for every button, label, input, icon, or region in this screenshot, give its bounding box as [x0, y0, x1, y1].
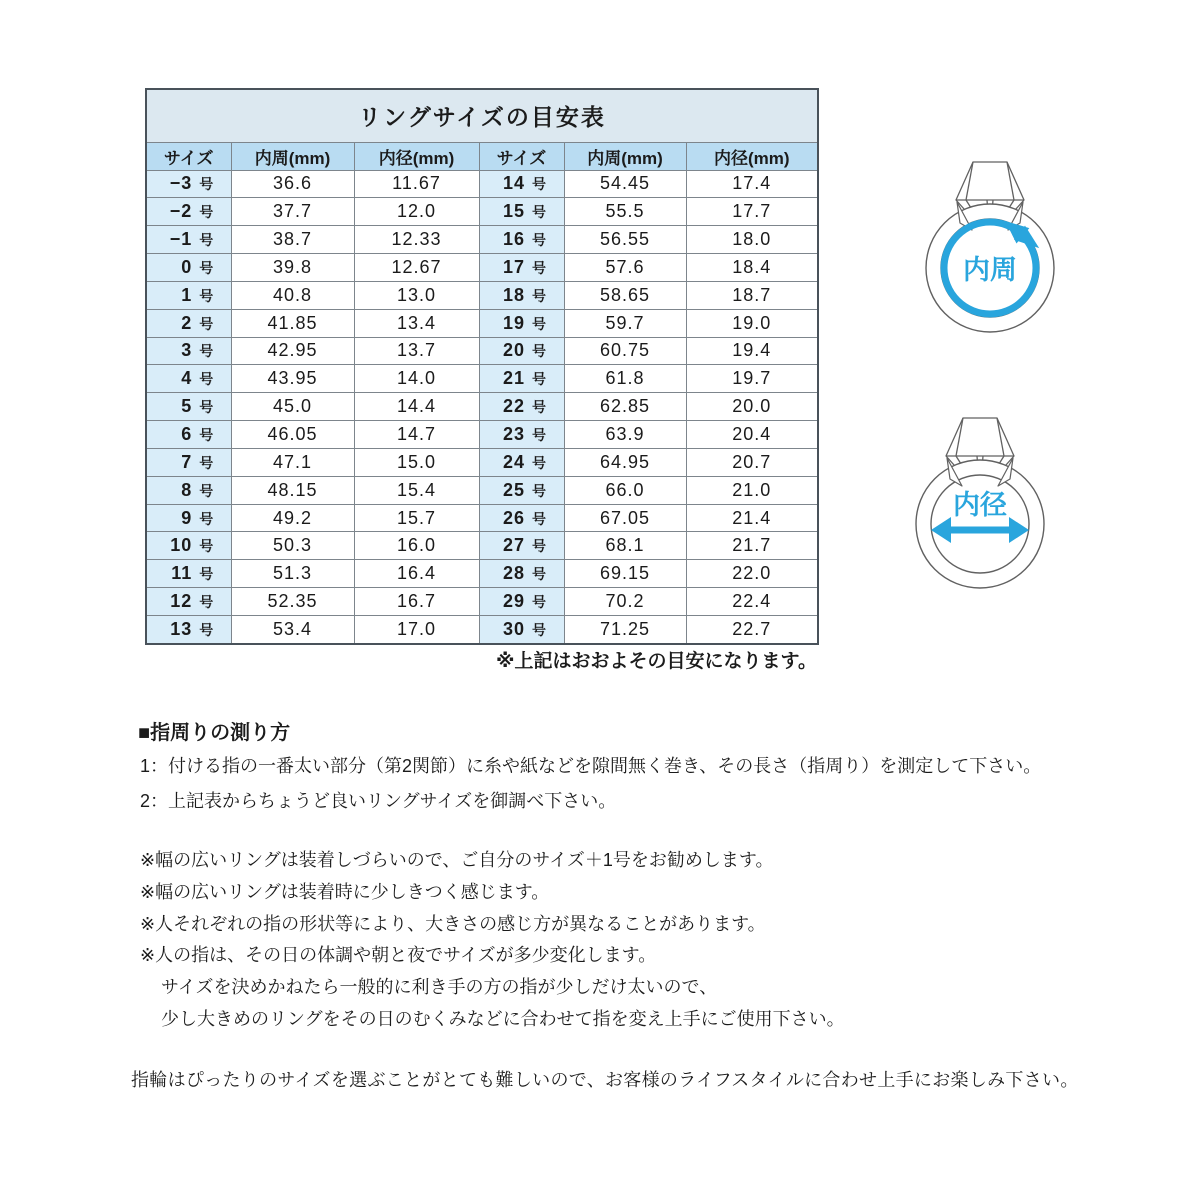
size-cell: 23 号 — [479, 421, 564, 449]
size-cell: 3 号 — [146, 337, 231, 365]
measuring-step-2: 2：上記表からちょうど良いリングサイズを御調べ下さい。 — [140, 791, 617, 811]
inner-circumference-cell: 63.9 — [564, 421, 686, 449]
inner-circumference-cell: 37.7 — [231, 198, 354, 226]
table-row — [146, 309, 818, 337]
table-row — [146, 337, 818, 365]
size-cell: 15 号 — [479, 198, 564, 226]
size-cell: 10 号 — [146, 532, 231, 560]
inner-diameter-cell: 14.4 — [354, 393, 479, 421]
column-header: 内周(mm) — [231, 142, 354, 170]
table-row — [146, 226, 818, 254]
inner-diameter-cell: 12.33 — [354, 226, 479, 254]
size-cell: 6 号 — [146, 421, 231, 449]
table-row — [146, 476, 818, 504]
note-line: ※人それぞれの指の形状等により、大きさの感じ方が異なることがあります。 — [140, 913, 766, 934]
inner-diameter-cell: 13.4 — [354, 309, 479, 337]
inner-circumference-cell: 51.3 — [231, 560, 354, 588]
size-cell: 30 号 — [479, 616, 564, 645]
inner-circumference-cell: 52.35 — [231, 588, 354, 616]
size-cell: 24 号 — [479, 448, 564, 476]
size-cell: 14 号 — [479, 170, 564, 198]
table-row — [146, 281, 818, 309]
column-header: サイズ — [479, 142, 564, 170]
inner-diameter-cell: 21.0 — [686, 476, 818, 504]
inner-circumference-cell: 46.05 — [231, 421, 354, 449]
size-cell: 0 号 — [146, 254, 231, 282]
inner-diameter-cell: 16.0 — [354, 532, 479, 560]
inner-diameter-cell: 16.7 — [354, 588, 479, 616]
inner-circumference-cell: 36.6 — [231, 170, 354, 198]
inner-circumference-cell: 47.1 — [231, 448, 354, 476]
inner-diameter-cell: 14.0 — [354, 365, 479, 393]
size-cell: 7 号 — [146, 448, 231, 476]
note-line: サイズを決めかねたら一般的に利き手の方の指が少しだけ太いので、 — [161, 977, 718, 998]
size-cell: −3 号 — [146, 170, 231, 198]
measuring-steps — [140, 751, 1041, 821]
inner-diameter-cell: 21.4 — [686, 504, 818, 532]
column-header: 内径(mm) — [354, 142, 479, 170]
inner-diameter-cell: 13.7 — [354, 337, 479, 365]
table-row — [146, 504, 818, 532]
column-header: 内径(mm) — [686, 142, 818, 170]
size-cell: 12 号 — [146, 588, 231, 616]
inner-diameter-cell: 19.4 — [686, 337, 818, 365]
inner-circumference-cell: 66.0 — [564, 476, 686, 504]
inner-circumference-cell: 48.15 — [231, 476, 354, 504]
inner-diameter-cell: 17.4 — [686, 170, 818, 198]
inner-circumference-cell: 54.45 — [564, 170, 686, 198]
inner-diameter-label: 内径 — [953, 490, 1007, 520]
inner-diameter-cell: 15.4 — [354, 476, 479, 504]
inner-circumference-cell: 58.65 — [564, 281, 686, 309]
inner-diameter-cell: 15.7 — [354, 504, 479, 532]
size-cell: 29 号 — [479, 588, 564, 616]
size-cell: 2 号 — [146, 309, 231, 337]
inner-circumference-cell: 45.0 — [231, 393, 354, 421]
inner-circumference-cell: 67.05 — [564, 504, 686, 532]
inner-diameter-cell: 19.7 — [686, 365, 818, 393]
inner-diameter-cell: 21.7 — [686, 532, 818, 560]
inner-diameter-diagram — [905, 408, 1055, 608]
inner-circumference-cell: 70.2 — [564, 588, 686, 616]
table-row — [146, 616, 818, 645]
table-note: ※上記はおおよその目安になります。 — [496, 651, 817, 672]
inner-circumference-cell: 57.6 — [564, 254, 686, 282]
table-row — [146, 365, 818, 393]
footer-message: 指輪はぴったりのサイズを選ぶことがとても難しいので、お客様のライフスタイルに合わせ上手にお楽しみ下さい。 — [131, 1070, 1079, 1090]
inner-circumference-cell: 62.85 — [564, 393, 686, 421]
size-cell: 9 号 — [146, 504, 231, 532]
size-cell: 26 号 — [479, 504, 564, 532]
note-line: ※幅の広いリングは装着時に少しきつく感じます。 — [140, 881, 550, 902]
inner-circumference-cell: 68.1 — [564, 532, 686, 560]
table-header-row — [146, 142, 818, 170]
inner-circumference-cell: 71.25 — [564, 616, 686, 645]
table-row — [146, 170, 818, 198]
inner-diameter-cell: 15.0 — [354, 448, 479, 476]
size-cell: 4 号 — [146, 365, 231, 393]
inner-circumference-cell: 69.15 — [564, 560, 686, 588]
size-cell: 20 号 — [479, 337, 564, 365]
inner-circumference-cell: 49.2 — [231, 504, 354, 532]
note-line: ※人の指は、その日の体調や朝と夜でサイズが多少変化します。 — [140, 945, 657, 966]
inner-circumference-cell: 39.8 — [231, 254, 354, 282]
size-cell: 17 号 — [479, 254, 564, 282]
size-cell: 22 号 — [479, 393, 564, 421]
inner-diameter-cell: 18.0 — [686, 226, 818, 254]
table-row — [146, 560, 818, 588]
inner-diameter-cell: 11.67 — [354, 170, 479, 198]
size-cell: 28 号 — [479, 560, 564, 588]
size-cell: 19 号 — [479, 309, 564, 337]
measuring-step-1: 1：付ける指の一番太い部分（第2関節）に糸や紙などを隙間無く巻き、その長さ（指周り）を測定して下さい。 — [140, 756, 1042, 776]
table-row — [146, 254, 818, 282]
inner-diameter-cell: 20.4 — [686, 421, 818, 449]
inner-circumference-cell: 40.8 — [231, 281, 354, 309]
inner-diameter-cell: 17.0 — [354, 616, 479, 645]
inner-circumference-cell: 61.8 — [564, 365, 686, 393]
inner-diameter-cell: 13.0 — [354, 281, 479, 309]
inner-circumference-label: 内周 — [963, 255, 1017, 285]
ring-band — [916, 460, 1044, 588]
table-row — [146, 588, 818, 616]
size-cell: 8 号 — [146, 476, 231, 504]
table-body — [146, 170, 818, 644]
size-cell: −2 号 — [146, 198, 231, 226]
size-cell: 5 号 — [146, 393, 231, 421]
inner-circumference-cell: 53.4 — [231, 616, 354, 645]
size-cell: 27 号 — [479, 532, 564, 560]
size-cell: 11 号 — [146, 560, 231, 588]
size-cell: −1 号 — [146, 226, 231, 254]
table-row — [146, 448, 818, 476]
inner-diameter-cell: 12.67 — [354, 254, 479, 282]
caution-notes — [140, 845, 845, 1036]
inner-circumference-cell: 50.3 — [231, 532, 354, 560]
inner-circumference-cell: 43.95 — [231, 365, 354, 393]
size-cell: 21 号 — [479, 365, 564, 393]
note-line: 少し大きめのリングをその日のむくみなどに合わせて指を変え上手にご使用下さい。 — [161, 1008, 845, 1029]
table-title-row — [146, 89, 818, 142]
table-row — [146, 532, 818, 560]
inner-circumference-cell: 56.55 — [564, 226, 686, 254]
size-cell: 25 号 — [479, 476, 564, 504]
ring-size-table — [145, 88, 819, 645]
inner-diameter-cell: 18.7 — [686, 281, 818, 309]
table-title: リングサイズの目安表 — [146, 89, 818, 142]
inner-diameter-cell: 18.4 — [686, 254, 818, 282]
note-line: ※幅の広いリングは装着しづらいので、ご自分のサイズ＋1号をお勧めします。 — [140, 850, 774, 870]
size-cell: 1 号 — [146, 281, 231, 309]
inner-diameter-cell: 12.0 — [354, 198, 479, 226]
inner-circumference-cell: 55.5 — [564, 198, 686, 226]
inner-diameter-cell: 22.4 — [686, 588, 818, 616]
size-cell: 16 号 — [479, 226, 564, 254]
inner-diameter-cell: 22.0 — [686, 560, 818, 588]
table-row — [146, 198, 818, 226]
inner-diameter-cell: 14.7 — [354, 421, 479, 449]
column-header: サイズ — [146, 142, 231, 170]
inner-diameter-cell: 20.7 — [686, 448, 818, 476]
measuring-heading: ■指周りの測り方 — [138, 722, 291, 744]
inner-diameter-cell: 16.4 — [354, 560, 479, 588]
inner-diameter-cell: 19.0 — [686, 309, 818, 337]
inner-circumference-cell: 42.95 — [231, 337, 354, 365]
inner-circumference-diagram — [915, 152, 1065, 352]
inner-diameter-cell: 22.7 — [686, 616, 818, 645]
inner-circumference-cell: 38.7 — [231, 226, 354, 254]
inner-circumference-cell: 41.85 — [231, 309, 354, 337]
inner-circumference-cell: 60.75 — [564, 337, 686, 365]
size-cell: 13 号 — [146, 616, 231, 645]
column-header: 内周(mm) — [564, 142, 686, 170]
size-cell: 18 号 — [479, 281, 564, 309]
inner-circumference-cell: 64.95 — [564, 448, 686, 476]
table-row — [146, 393, 818, 421]
table-row — [146, 421, 818, 449]
inner-circumference-cell: 59.7 — [564, 309, 686, 337]
inner-diameter-cell: 17.7 — [686, 198, 818, 226]
inner-diameter-cell: 20.0 — [686, 393, 818, 421]
